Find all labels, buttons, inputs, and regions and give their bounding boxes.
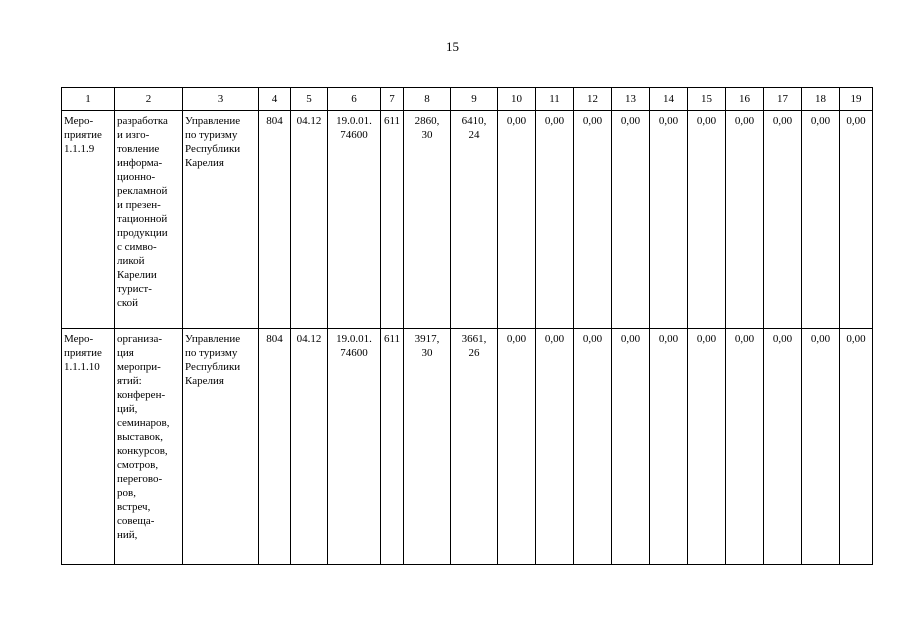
value-cell: 0,00 bbox=[802, 111, 840, 329]
description-cell-line: тационной bbox=[117, 213, 168, 225]
target-article-cell-line: 19.0.01. bbox=[336, 333, 372, 345]
target-article-cell bbox=[328, 329, 381, 565]
description-cell-line: и изго- bbox=[117, 129, 150, 141]
value-cell: 0,00 bbox=[840, 329, 873, 565]
budget-table bbox=[61, 87, 873, 565]
measure-cell-line: Меро- bbox=[64, 333, 94, 345]
value-cell: 0,00 bbox=[764, 111, 802, 329]
target-article-cell-line: 74600 bbox=[340, 347, 368, 359]
column-header: 17 bbox=[764, 88, 802, 111]
header-row bbox=[62, 88, 873, 111]
description-cell-line: ликой bbox=[117, 255, 145, 267]
value-cell: 0,00 bbox=[574, 329, 612, 565]
description-cell-line: разработка bbox=[117, 115, 168, 127]
description-cell bbox=[115, 329, 183, 565]
table-row bbox=[62, 329, 873, 565]
section-cell: 04.12 bbox=[291, 111, 328, 329]
amount-cell-line: 26 bbox=[468, 347, 480, 359]
executor-cell-line: Карелия bbox=[185, 375, 224, 387]
measure-cell-line: приятие bbox=[64, 347, 102, 359]
column-header: 15 bbox=[688, 88, 726, 111]
target-article-cell-line: 19.0.01. bbox=[336, 115, 372, 127]
value-cell: 0,00 bbox=[498, 111, 536, 329]
column-header: 9 bbox=[451, 88, 498, 111]
value-cell: 0,00 bbox=[802, 329, 840, 565]
executor-cell-line: по туризму bbox=[185, 347, 238, 359]
executor-cell bbox=[183, 111, 259, 329]
amount-cell-line: 24 bbox=[468, 129, 480, 141]
executor-cell-line: Республики bbox=[185, 361, 241, 373]
column-header: 2 bbox=[115, 88, 183, 111]
column-header: 4 bbox=[259, 88, 291, 111]
column-header: 14 bbox=[650, 88, 688, 111]
column-header: 7 bbox=[381, 88, 404, 111]
value-cell: 0,00 bbox=[650, 329, 688, 565]
value-cell: 0,00 bbox=[498, 329, 536, 565]
description-cell-line: конкурсов, bbox=[117, 445, 168, 457]
value-cell: 0,00 bbox=[612, 329, 650, 565]
description-cell-line: Карелии bbox=[117, 269, 157, 281]
amount-cell-line: 2860, bbox=[414, 115, 440, 127]
executor-cell bbox=[183, 329, 259, 565]
description-cell-line: ционно- bbox=[117, 171, 156, 183]
value-cell: 0,00 bbox=[536, 329, 574, 565]
description-cell-line: информа- bbox=[117, 157, 163, 169]
description-cell-line: рекламной bbox=[117, 185, 168, 197]
amount-cell bbox=[451, 111, 498, 329]
description-cell-line: ция bbox=[117, 347, 134, 359]
measure-cell bbox=[62, 329, 115, 565]
executor-cell-line: Республики bbox=[185, 143, 241, 155]
column-header: 11 bbox=[536, 88, 574, 111]
executor-cell-line: Карелия bbox=[185, 157, 224, 169]
description-cell-line: смотров, bbox=[117, 459, 159, 471]
executor-cell-line: Управление bbox=[185, 333, 241, 345]
column-header: 19 bbox=[840, 88, 873, 111]
description-cell-line: ций, bbox=[117, 403, 138, 415]
description-cell-line: конферен- bbox=[117, 389, 166, 401]
measure-cell-line: 1.1.1.9 bbox=[64, 143, 95, 155]
column-header: 6 bbox=[328, 88, 381, 111]
amount-cell-line: 30 bbox=[421, 129, 433, 141]
value-cell: 0,00 bbox=[612, 111, 650, 329]
expense-type-cell: 611 bbox=[381, 329, 404, 565]
column-header: 5 bbox=[291, 88, 328, 111]
column-header: 3 bbox=[183, 88, 259, 111]
page-number: 15 bbox=[446, 39, 459, 54]
description-cell-line: ской bbox=[117, 297, 139, 309]
column-header: 12 bbox=[574, 88, 612, 111]
target-article-cell-line: 74600 bbox=[340, 129, 368, 141]
measure-cell bbox=[62, 111, 115, 329]
measure-cell-line: приятие bbox=[64, 129, 102, 141]
description-cell-line: турист- bbox=[117, 283, 152, 295]
description-cell-line: ятий: bbox=[117, 375, 142, 387]
code-cell: 804 bbox=[259, 111, 291, 329]
value-cell: 0,00 bbox=[650, 111, 688, 329]
description-cell-line: совеща- bbox=[117, 515, 155, 527]
description-cell-line: с симво- bbox=[117, 241, 157, 253]
expense-type-cell: 611 bbox=[381, 111, 404, 329]
value-cell: 0,00 bbox=[840, 111, 873, 329]
amount-cell-line: 3917, bbox=[414, 333, 440, 345]
value-cell: 0,00 bbox=[688, 111, 726, 329]
executor-cell-line: Управление bbox=[185, 115, 241, 127]
value-cell: 0,00 bbox=[688, 329, 726, 565]
description-cell-line: перегово- bbox=[117, 473, 163, 485]
value-cell: 0,00 bbox=[726, 329, 764, 565]
executor-cell-line: по туризму bbox=[185, 129, 238, 141]
description-cell-line: ний, bbox=[117, 529, 138, 541]
value-cell: 0,00 bbox=[574, 111, 612, 329]
table-row bbox=[62, 111, 873, 329]
amount-cell bbox=[404, 111, 451, 329]
description-cell-line: выставок, bbox=[117, 431, 164, 443]
value-cell: 0,00 bbox=[536, 111, 574, 329]
value-cell: 0,00 bbox=[764, 329, 802, 565]
code-cell: 804 bbox=[259, 329, 291, 565]
value-cell: 0,00 bbox=[726, 111, 764, 329]
description-cell-line: и презен- bbox=[117, 199, 161, 211]
column-header: 13 bbox=[612, 88, 650, 111]
measure-cell-line: Меро- bbox=[64, 115, 94, 127]
description-cell bbox=[115, 111, 183, 329]
description-cell-line: товление bbox=[117, 143, 160, 155]
column-header: 16 bbox=[726, 88, 764, 111]
amount-cell-line: 6410, bbox=[461, 115, 487, 127]
column-header: 1 bbox=[62, 88, 115, 111]
column-header: 18 bbox=[802, 88, 840, 111]
description-cell-line: ров, bbox=[117, 487, 136, 499]
section-cell: 04.12 bbox=[291, 329, 328, 565]
measure-cell-line: 1.1.1.10 bbox=[64, 361, 100, 373]
description-cell-line: меропри- bbox=[117, 361, 161, 373]
amount-cell bbox=[451, 329, 498, 565]
amount-cell bbox=[404, 329, 451, 565]
column-header: 10 bbox=[498, 88, 536, 111]
description-cell-line: встреч, bbox=[117, 501, 151, 513]
amount-cell-line: 30 bbox=[421, 347, 433, 359]
description-cell-line: организа- bbox=[117, 333, 163, 345]
description-cell-line: продукции bbox=[117, 227, 168, 239]
description-cell-line: семинаров, bbox=[117, 417, 170, 429]
column-header: 8 bbox=[404, 88, 451, 111]
target-article-cell bbox=[328, 111, 381, 329]
amount-cell-line: 3661, bbox=[461, 333, 487, 345]
